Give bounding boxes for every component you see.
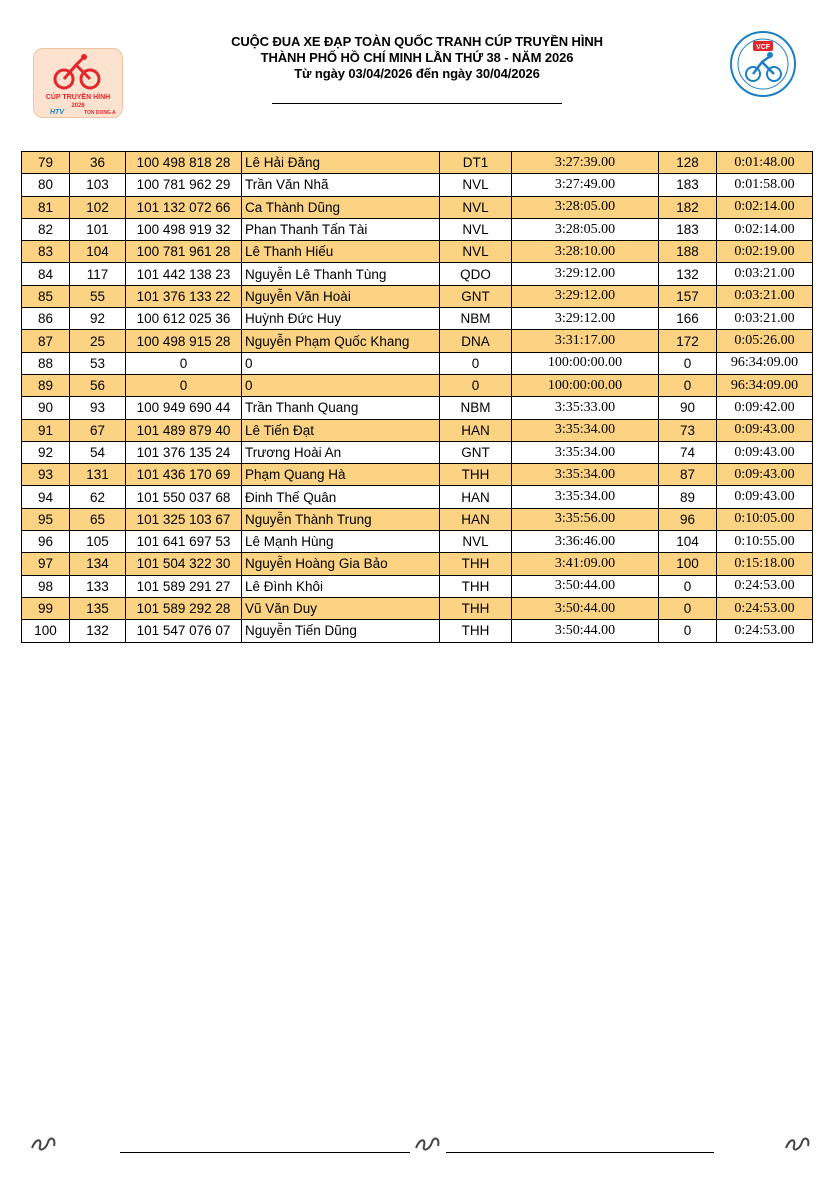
gap-cell: 0:03:21.00	[717, 308, 813, 330]
table-row	[22, 152, 813, 174]
team-code-cell: THH	[440, 620, 512, 642]
bib-cell: 56	[70, 374, 126, 396]
team-code-cell: NVL	[440, 196, 512, 218]
title-underline	[272, 103, 562, 104]
points-cell: 0	[659, 374, 717, 396]
federation-logo	[729, 30, 797, 98]
bib-cell: 104	[70, 241, 126, 263]
uci-id-cell: 0	[126, 374, 242, 396]
gap-cell: 0:05:26.00	[717, 330, 813, 352]
uci-id-cell: 101 550 037 68	[126, 486, 242, 508]
table-row	[22, 308, 813, 330]
bib-cell: 53	[70, 352, 126, 374]
rank-cell: 92	[22, 441, 70, 463]
gap-cell: 0:15:18.00	[717, 553, 813, 575]
uci-id-cell: 101 589 291 27	[126, 575, 242, 597]
title-line-3: Từ ngày 03/04/2026 đến ngày 30/04/2026	[294, 66, 540, 81]
bib-cell: 25	[70, 330, 126, 352]
footer-rule-right	[446, 1152, 714, 1153]
bib-cell: 117	[70, 263, 126, 285]
uci-id-cell: 101 376 133 22	[126, 285, 242, 307]
gap-cell: 0:09:43.00	[717, 419, 813, 441]
rider-name-cell: Ca Thành Dũng	[242, 196, 440, 218]
team-code-cell: NBM	[440, 397, 512, 419]
time-cell: 3:35:56.00	[512, 508, 659, 530]
points-cell: 90	[659, 397, 717, 419]
document-header	[0, 0, 834, 120]
gap-cell: 0:03:21.00	[717, 285, 813, 307]
gap-cell: 0:24:53.00	[717, 575, 813, 597]
points-cell: 96	[659, 508, 717, 530]
logo-left-sponsor: TON DONG A	[84, 110, 116, 116]
team-code-cell: NVL	[440, 531, 512, 553]
uci-id-cell: 0	[126, 352, 242, 374]
points-cell: 73	[659, 419, 717, 441]
title-line-2: THÀNH PHỐ HỒ CHÍ MINH LẦN THỨ 38 - NĂM 2026	[260, 50, 574, 65]
table-row	[22, 374, 813, 396]
uci-id-cell: 100 781 962 29	[126, 174, 242, 196]
points-cell: 172	[659, 330, 717, 352]
rank-cell: 98	[22, 575, 70, 597]
rank-cell: 80	[22, 174, 70, 196]
logo-right-text: VCF	[756, 44, 770, 51]
bib-cell: 67	[70, 419, 126, 441]
document-title	[200, 34, 634, 82]
rank-cell: 93	[22, 464, 70, 486]
table-row	[22, 241, 813, 263]
bib-cell: 65	[70, 508, 126, 530]
time-cell: 3:27:49.00	[512, 174, 659, 196]
rank-cell: 87	[22, 330, 70, 352]
footer-cyclist-icon	[782, 1130, 812, 1154]
bib-cell: 131	[70, 464, 126, 486]
uci-id-cell: 100 612 025 36	[126, 308, 242, 330]
time-cell: 3:28:05.00	[512, 196, 659, 218]
table-row	[22, 553, 813, 575]
uci-id-cell: 101 436 170 69	[126, 464, 242, 486]
table-row	[22, 508, 813, 530]
points-cell: 183	[659, 218, 717, 240]
time-cell: 3:29:12.00	[512, 263, 659, 285]
rank-cell: 82	[22, 218, 70, 240]
time-cell: 3:41:09.00	[512, 553, 659, 575]
gap-cell: 0:10:55.00	[717, 531, 813, 553]
rider-name-cell: Trần Văn Nhã	[242, 174, 440, 196]
table-row	[22, 330, 813, 352]
rank-cell: 99	[22, 597, 70, 619]
rider-name-cell: Nguyễn Lê Thanh Tùng	[242, 263, 440, 285]
rank-cell: 95	[22, 508, 70, 530]
gap-cell: 0:24:53.00	[717, 620, 813, 642]
rider-name-cell: Lê Hải Đăng	[242, 152, 440, 174]
logo-left-htv: HTV	[50, 109, 64, 116]
team-code-cell: NBM	[440, 308, 512, 330]
rider-name-cell: Huỳnh Đức Huy	[242, 308, 440, 330]
team-code-cell: NVL	[440, 241, 512, 263]
vcf-emblem-icon	[729, 30, 797, 98]
uci-id-cell: 100 949 690 44	[126, 397, 242, 419]
table-row	[22, 263, 813, 285]
rank-cell: 97	[22, 553, 70, 575]
table-row	[22, 531, 813, 553]
team-code-cell: THH	[440, 597, 512, 619]
bib-cell: 133	[70, 575, 126, 597]
time-cell: 3:50:44.00	[512, 620, 659, 642]
team-code-cell: NVL	[440, 218, 512, 240]
rider-name-cell: Trương Hoài An	[242, 441, 440, 463]
gap-cell: 0:09:43.00	[717, 464, 813, 486]
points-cell: 100	[659, 553, 717, 575]
bib-cell: 92	[70, 308, 126, 330]
footer-rule-left	[120, 1152, 410, 1153]
rider-name-cell: Nguyễn Phạm Quốc Khang	[242, 330, 440, 352]
bib-cell: 135	[70, 597, 126, 619]
rider-name-cell: Nguyễn Văn Hoài	[242, 285, 440, 307]
uci-id-cell: 101 325 103 67	[126, 508, 242, 530]
uci-id-cell: 101 547 076 07	[126, 620, 242, 642]
points-cell: 157	[659, 285, 717, 307]
uci-id-cell: 101 589 292 28	[126, 597, 242, 619]
time-cell: 3:35:34.00	[512, 486, 659, 508]
rank-cell: 89	[22, 374, 70, 396]
time-cell: 3:36:46.00	[512, 531, 659, 553]
team-code-cell: THH	[440, 575, 512, 597]
team-code-cell: HAN	[440, 508, 512, 530]
bib-cell: 93	[70, 397, 126, 419]
time-cell: 3:35:34.00	[512, 464, 659, 486]
time-cell: 3:28:10.00	[512, 241, 659, 263]
rider-name-cell: 0	[242, 352, 440, 374]
results-table	[21, 151, 813, 643]
points-cell: 0	[659, 597, 717, 619]
time-cell: 3:35:33.00	[512, 397, 659, 419]
points-cell: 0	[659, 620, 717, 642]
gap-cell: 0:24:53.00	[717, 597, 813, 619]
points-cell: 0	[659, 352, 717, 374]
time-cell: 3:35:34.00	[512, 441, 659, 463]
rank-cell: 79	[22, 152, 70, 174]
bib-cell: 36	[70, 152, 126, 174]
gap-cell: 0:02:19.00	[717, 241, 813, 263]
time-cell: 3:29:12.00	[512, 285, 659, 307]
uci-id-cell: 101 641 697 53	[126, 531, 242, 553]
bib-cell: 55	[70, 285, 126, 307]
gap-cell: 0:03:21.00	[717, 263, 813, 285]
rider-name-cell: Lê Đình Khôi	[242, 575, 440, 597]
rider-name-cell: Nguyễn Thành Trung	[242, 508, 440, 530]
team-code-cell: 0	[440, 352, 512, 374]
gap-cell: 0:09:43.00	[717, 441, 813, 463]
bib-cell: 101	[70, 218, 126, 240]
rank-cell: 91	[22, 419, 70, 441]
points-cell: 89	[659, 486, 717, 508]
uci-id-cell: 100 498 919 32	[126, 218, 242, 240]
points-cell: 132	[659, 263, 717, 285]
rider-name-cell: Phạm Quang Hà	[242, 464, 440, 486]
rank-cell: 84	[22, 263, 70, 285]
logo-left-text: CÚP TRUYỀN HÌNH	[45, 94, 111, 101]
rider-name-cell: Phan Thanh Tấn Tài	[242, 218, 440, 240]
rider-name-cell: Lê Tiến Đạt	[242, 419, 440, 441]
rank-cell: 90	[22, 397, 70, 419]
bib-cell: 62	[70, 486, 126, 508]
bib-cell: 103	[70, 174, 126, 196]
time-cell: 3:29:12.00	[512, 308, 659, 330]
points-cell: 166	[659, 308, 717, 330]
uci-id-cell: 101 376 135 24	[126, 441, 242, 463]
team-code-cell: GNT	[440, 441, 512, 463]
bib-cell: 134	[70, 553, 126, 575]
gap-cell: 0:02:14.00	[717, 196, 813, 218]
gap-cell: 0:10:05.00	[717, 508, 813, 530]
logo-left-year: 2026	[71, 103, 85, 109]
uci-id-cell: 100 781 961 28	[126, 241, 242, 263]
table-row	[22, 218, 813, 240]
points-cell: 74	[659, 441, 717, 463]
gap-cell: 0:01:58.00	[717, 174, 813, 196]
title-line-1: CUỘC ĐUA XE ĐẠP TOÀN QUỐC TRANH CÚP TRUYỀN HÌNH	[231, 34, 603, 49]
results-table-body	[22, 152, 813, 643]
rider-name-cell: Lê Thanh Hiếu	[242, 241, 440, 263]
team-code-cell: NVL	[440, 174, 512, 196]
team-code-cell: DNA	[440, 330, 512, 352]
table-row	[22, 196, 813, 218]
gap-cell: 0:09:43.00	[717, 486, 813, 508]
rider-name-cell: Lê Mạnh Hùng	[242, 531, 440, 553]
rank-cell: 86	[22, 308, 70, 330]
team-code-cell: DT1	[440, 152, 512, 174]
rank-cell: 94	[22, 486, 70, 508]
rank-cell: 100	[22, 620, 70, 642]
gap-cell: 0:02:14.00	[717, 218, 813, 240]
footer-cyclist-icon	[28, 1130, 58, 1154]
team-code-cell: 0	[440, 374, 512, 396]
team-code-cell: THH	[440, 553, 512, 575]
rider-name-cell: Nguyễn Hoàng Gia Bảo	[242, 553, 440, 575]
time-cell: 3:35:34.00	[512, 419, 659, 441]
table-row	[22, 352, 813, 374]
table-row	[22, 620, 813, 642]
rider-name-cell: Đinh Thế Quân	[242, 486, 440, 508]
team-code-cell: GNT	[440, 285, 512, 307]
points-cell: 188	[659, 241, 717, 263]
points-cell: 104	[659, 531, 717, 553]
table-row	[22, 419, 813, 441]
points-cell: 0	[659, 575, 717, 597]
points-cell: 183	[659, 174, 717, 196]
time-cell: 3:31:17.00	[512, 330, 659, 352]
table-row	[22, 174, 813, 196]
rider-name-cell: Nguyễn Tiến Dũng	[242, 620, 440, 642]
cup-logo	[33, 48, 123, 118]
table-row	[22, 597, 813, 619]
uci-id-cell: 101 489 879 40	[126, 419, 242, 441]
gap-cell: 96:34:09.00	[717, 352, 813, 374]
rank-cell: 96	[22, 531, 70, 553]
uci-id-cell: 101 132 072 66	[126, 196, 242, 218]
gap-cell: 0:09:42.00	[717, 397, 813, 419]
points-cell: 128	[659, 152, 717, 174]
rider-name-cell: 0	[242, 374, 440, 396]
rank-cell: 81	[22, 196, 70, 218]
table-row	[22, 441, 813, 463]
bib-cell: 54	[70, 441, 126, 463]
rank-cell: 88	[22, 352, 70, 374]
rank-cell: 83	[22, 241, 70, 263]
gap-cell: 96:34:09.00	[717, 374, 813, 396]
rider-name-cell: Vũ Văn Duy	[242, 597, 440, 619]
table-row	[22, 397, 813, 419]
time-cell: 100:00:00.00	[512, 352, 659, 374]
team-code-cell: THH	[440, 464, 512, 486]
time-cell: 3:27:39.00	[512, 152, 659, 174]
team-code-cell: HAN	[440, 486, 512, 508]
bib-cell: 105	[70, 531, 126, 553]
time-cell: 100:00:00.00	[512, 374, 659, 396]
team-code-cell: QDO	[440, 263, 512, 285]
gap-cell: 0:01:48.00	[717, 152, 813, 174]
cyclist-logo-icon	[34, 49, 122, 117]
time-cell: 3:28:05.00	[512, 218, 659, 240]
bib-cell: 132	[70, 620, 126, 642]
uci-id-cell: 100 498 915 28	[126, 330, 242, 352]
rank-cell: 85	[22, 285, 70, 307]
footer-cyclist-icon	[412, 1130, 442, 1154]
rider-name-cell: Trần Thanh Quang	[242, 397, 440, 419]
table-row	[22, 464, 813, 486]
bib-cell: 102	[70, 196, 126, 218]
points-cell: 87	[659, 464, 717, 486]
uci-id-cell: 101 504 322 30	[126, 553, 242, 575]
team-code-cell: HAN	[440, 419, 512, 441]
points-cell: 182	[659, 196, 717, 218]
uci-id-cell: 100 498 818 28	[126, 152, 242, 174]
uci-id-cell: 101 442 138 23	[126, 263, 242, 285]
table-row	[22, 486, 813, 508]
table-row	[22, 285, 813, 307]
time-cell: 3:50:44.00	[512, 575, 659, 597]
time-cell: 3:50:44.00	[512, 597, 659, 619]
table-row	[22, 575, 813, 597]
